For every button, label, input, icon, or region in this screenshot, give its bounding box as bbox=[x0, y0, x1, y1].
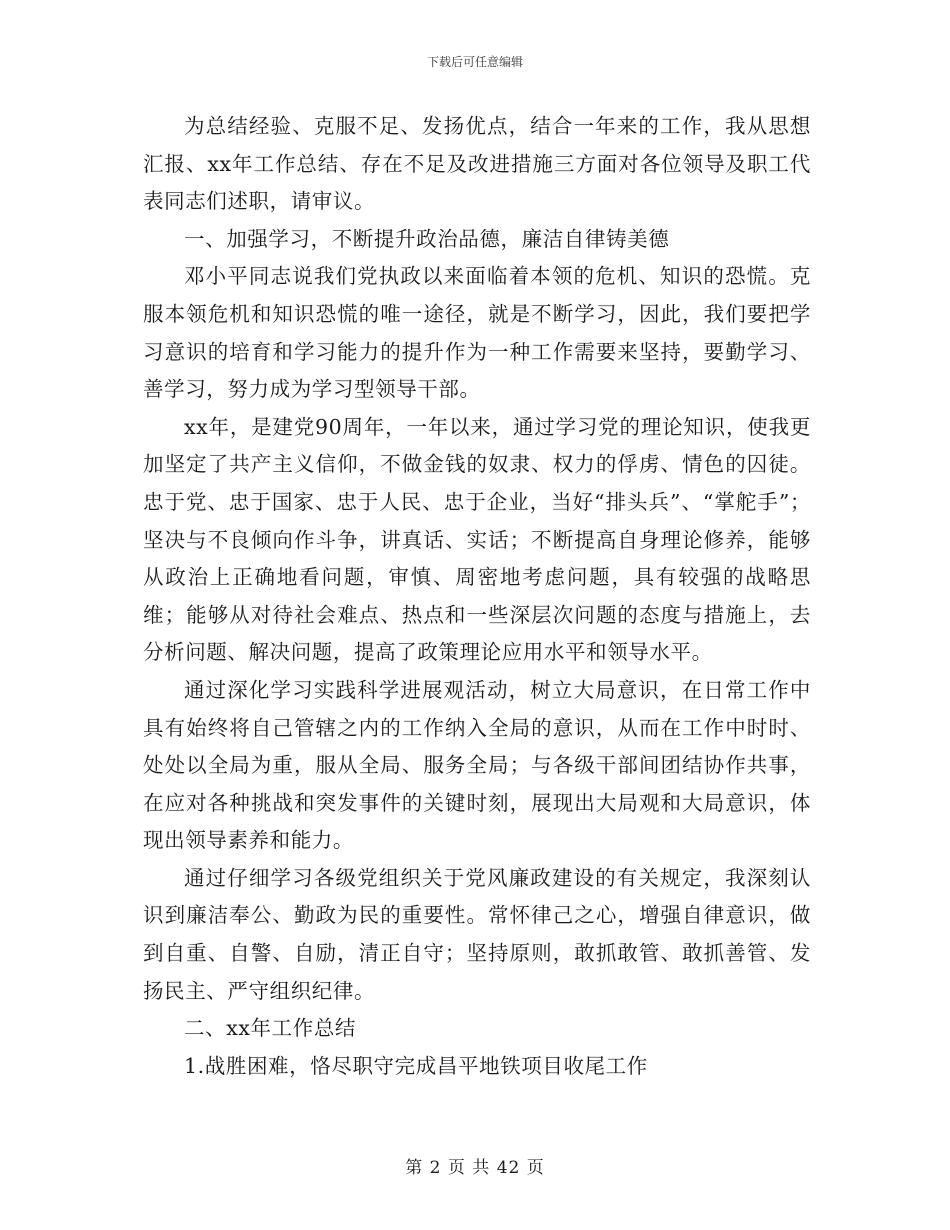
paragraph-integrity: 通过仔细学习各级党组织关于党风廉政建设的有关规定，我深刻认识到廉洁奉公、勤政为民的重要性。常怀律己之心，增强自律意识，做到自重、自警、自励，清正自守；坚持原则，敢抓敢管、敢抓善管、发扬民主、严守组织纪律。 bbox=[143, 865, 811, 1003]
heading-section-1: 一、加强学习，不断提升政治品德，廉洁自律铸美德 bbox=[184, 226, 670, 251]
heading-section-2: 二、xx年工作总结 bbox=[184, 1016, 357, 1041]
page-number-footer: 第 2 页 共 42 页 bbox=[405, 1158, 545, 1178]
document-body bbox=[143, 108, 811, 1085]
paragraph-intro: 为总结经验、克服不足、发扬优点，结合一年来的工作，我从思想汇报、xx年工作总结、存在不足及改进措施三方面对各位领导及职工代表同志们述职，请审议。 bbox=[143, 114, 811, 214]
page-header-note: 下载后可任意编辑 bbox=[426, 55, 523, 69]
paragraph-overall-awareness: 通过深化学习实践科学进展观活动，树立大局意识，在日常工作中具有始终将自己管辖之内的工作纳入全局的意识，从而在工作中时时、处处以全局为重，服从全局、服务全局；与各级干部间团结协作共事，在应对各种挑战和突发事件的关键时刻，展现出大局观和大局意识，体现出领导素养和能力。 bbox=[143, 677, 811, 853]
paragraph-study: 邓小平同志说我们党执政以来面临着本领的危机、知识的恐慌。克服本领危机和知识恐慌的唯一途径，就是不断学习，因此，我们要把学习意识的培育和学习能力的提升作为一种工作需要来坚持，要勤学习、善学习，努力成为学习型领导干部。 bbox=[143, 264, 811, 402]
subheading-item-1: 1.战胜困难，恪尽职守完成昌平地铁项目收尾工作 bbox=[184, 1053, 648, 1078]
paragraph-party-theory: xx年，是建党90周年，一年以来，通过学习党的理论知识，使我更加坚定了共产主义信仰，不做金钱的奴隶、权力的俘虏、情色的囚徒。忠于党、忠于国家、忠于人民、忠于企业，当好“排头兵”、“掌舵手”；坚决与不良倾向作斗争，讲真话、实话；不断提高自身理论修养，能够从政治上正确地看问题，审慎、周密地考虑问题，具有较强的战略思维；能够从对待社会难点、热点和一些深层次问题的态度与措施上，去分析问题、解决问题，提高了政策理论应用水平和领导水平。 bbox=[143, 414, 811, 665]
